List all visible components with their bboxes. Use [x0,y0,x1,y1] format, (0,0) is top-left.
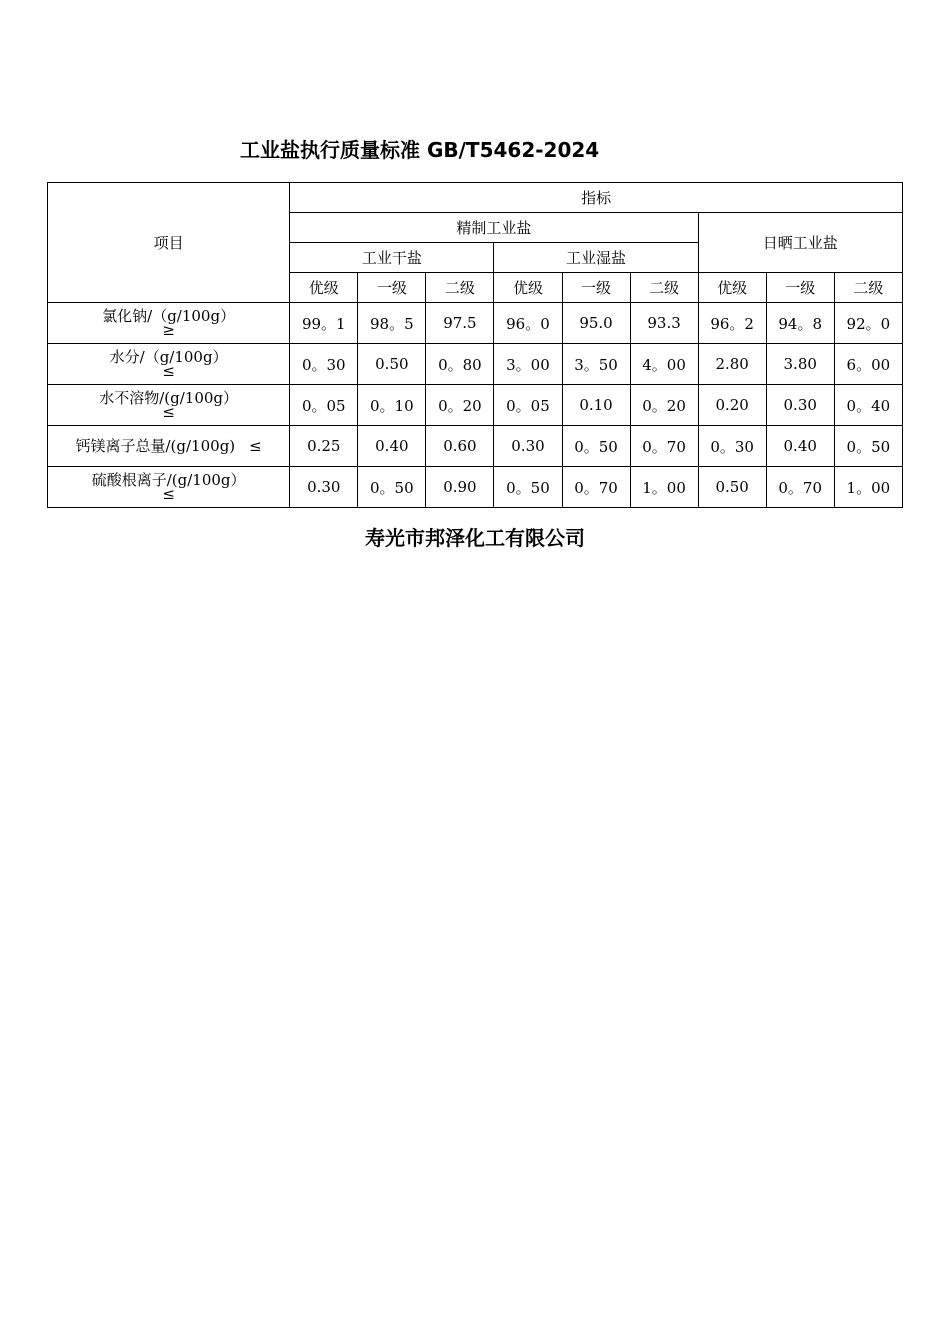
grade-header: 一级 [358,273,426,303]
value-cell: 0。50 [562,426,630,467]
table-row [48,385,903,426]
grade-header: 优级 [494,273,562,303]
table-row [48,303,903,344]
value-cell: 0。30 [290,344,358,385]
value-cell: 3。00 [494,344,562,385]
value-cell: 0。70 [630,426,698,467]
grade-header: 一级 [562,273,630,303]
value-cell: 94。8 [766,303,834,344]
item-operator: ≤ [162,403,175,421]
item-label: 氯化钠/（g/100g） [102,307,236,325]
value-cell: 0.40 [766,426,834,467]
value-cell: 1。00 [834,467,902,508]
document-title: 工业盐执行质量标准 GB/T5462-2024 [240,138,600,162]
item-label: 水不溶物/(g/100g） [99,389,239,407]
grade-header: 优级 [290,273,358,303]
header-item: 项目 [48,183,290,303]
item-label-cell [48,385,290,426]
table-row [48,467,903,508]
value-cell: 0.40 [358,426,426,467]
value-cell: 96。2 [698,303,766,344]
table-row [48,344,903,385]
value-cell: 0.25 [290,426,358,467]
value-cell: 0。20 [426,385,494,426]
grade-header: 优级 [698,273,766,303]
value-cell: 98。5 [358,303,426,344]
value-cell: 0。30 [698,426,766,467]
value-cell: 99。1 [290,303,358,344]
item-operator: ≤ [162,362,175,380]
value-cell: 1。00 [630,467,698,508]
item-label: 钙镁离子总量/(g/100g) [75,437,236,455]
header-wet-salt: 工业湿盐 [494,243,698,273]
item-label-cell [48,303,290,344]
item-label-cell [48,467,290,508]
value-cell: 0。50 [358,467,426,508]
value-cell: 3.80 [766,344,834,385]
value-cell: 97.5 [426,303,494,344]
item-label-cell [48,344,290,385]
value-cell: 0。10 [358,385,426,426]
value-cell: 0。50 [494,467,562,508]
header-sun-dried-salt: 日晒工业盐 [698,213,902,273]
value-cell: 3。50 [562,344,630,385]
value-cell: 0.50 [358,344,426,385]
header-refined-salt: 精制工业盐 [290,213,698,243]
value-cell: 4。00 [630,344,698,385]
item-operator: ≥ [162,321,175,339]
value-cell: 0。70 [766,467,834,508]
item-label: 硫酸根离子/(g/100g） [91,471,246,489]
value-cell: 2.80 [698,344,766,385]
item-label-cell [48,426,290,467]
grade-header: 一级 [766,273,834,303]
value-cell: 0.10 [562,385,630,426]
company-name: 寿光市邦泽化工有限公司 [365,526,585,550]
item-operator: ≤ [249,437,262,455]
value-cell: 0.90 [426,467,494,508]
value-cell: 0.30 [766,385,834,426]
grade-header: 二级 [426,273,494,303]
value-cell: 0。05 [494,385,562,426]
value-cell: 0.20 [698,385,766,426]
value-cell: 95.0 [562,303,630,344]
value-cell: 93.3 [630,303,698,344]
value-cell: 0。50 [834,426,902,467]
header-dry-salt: 工业干盐 [290,243,494,273]
value-cell: 0.50 [698,467,766,508]
table-row [48,426,903,467]
grade-header: 二级 [630,273,698,303]
value-cell: 0。70 [562,467,630,508]
value-cell: 6。00 [834,344,902,385]
grade-header: 二级 [834,273,902,303]
value-cell: 0.30 [494,426,562,467]
value-cell: 0。20 [630,385,698,426]
header-index: 指标 [290,183,903,213]
item-operator: ≤ [162,485,175,503]
value-cell: 96。0 [494,303,562,344]
value-cell: 0。05 [290,385,358,426]
item-label: 水分/（g/100g） [109,348,228,366]
value-cell: 0.30 [290,467,358,508]
value-cell: 0。40 [834,385,902,426]
value-cell: 92。0 [834,303,902,344]
quality-standard-table [47,182,903,508]
value-cell: 0。80 [426,344,494,385]
value-cell: 0.60 [426,426,494,467]
